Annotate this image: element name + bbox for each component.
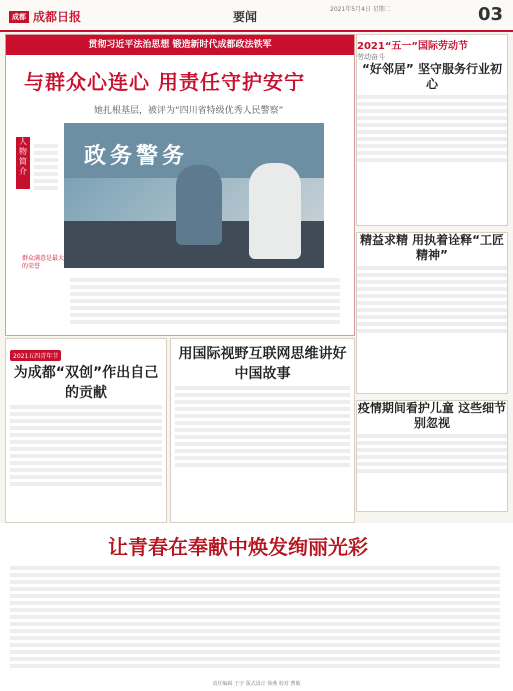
craftsman-title: 精益求精 用执着诠释“工匠精神” (359, 233, 505, 262)
youth-day-title: 为成都“双创”作出自己的贡献 (13, 365, 159, 401)
youth-day-tag: 2021五四青年节 (10, 350, 61, 361)
masthead (0, 0, 513, 32)
story-lead (34, 141, 58, 261)
footer-credits: 责任编辑 王宇 版式设计 徐燕 校对 曹敏 (212, 681, 301, 687)
bottom-body (10, 563, 500, 673)
craftsman-block (356, 232, 508, 394)
profile-label: 人物简介 (16, 137, 30, 189)
labor-day-block (356, 34, 508, 226)
story-subhead: 她扎根基层，被评为“四川省特级优秀人民警察” (94, 106, 284, 116)
story-photo (64, 123, 324, 268)
bottom-story (0, 523, 513, 691)
internet-story-title: 用国际视野互联网思维讲好中国故事 (178, 346, 347, 382)
logo-mark: 成都 (9, 11, 29, 23)
story-headline: 与群众心连心 用责任守护安宁 (24, 70, 305, 94)
internet-story-block (170, 338, 355, 523)
bottom-headline: 让青春在奉献中焕发绚丽光彩 (108, 535, 368, 559)
labor-day-title: 2021“五一”国际劳动节 (357, 41, 468, 52)
newspaper-logo (9, 8, 81, 25)
story-banner: 贯彻习近平法治思想 锻造新时代成都政法铁军 (6, 35, 354, 55)
photo-sign: 政务警务 (84, 144, 189, 169)
pull-quote: 群众满意是最大的荣誉 (22, 255, 65, 270)
page-number: 03 (477, 4, 503, 25)
labor-day-story-title: “好邻居” 坚守服务行业初心 (362, 62, 502, 91)
photo-person-citizen (249, 163, 301, 259)
labor-day-sub: 劳动奋斗 (357, 53, 385, 61)
photo-person-officer (176, 165, 222, 245)
main-story (5, 34, 355, 336)
children-block (356, 400, 508, 512)
dateline: 2021年5月4日 星期二 (330, 6, 391, 13)
youth-day-block (5, 338, 167, 523)
children-title: 疫情期间看护儿童 这些细节别忽视 (357, 401, 507, 430)
section-title: 要闻 (233, 10, 258, 24)
newspaper-name: 成都日报 (33, 10, 82, 24)
story-body (70, 275, 340, 330)
